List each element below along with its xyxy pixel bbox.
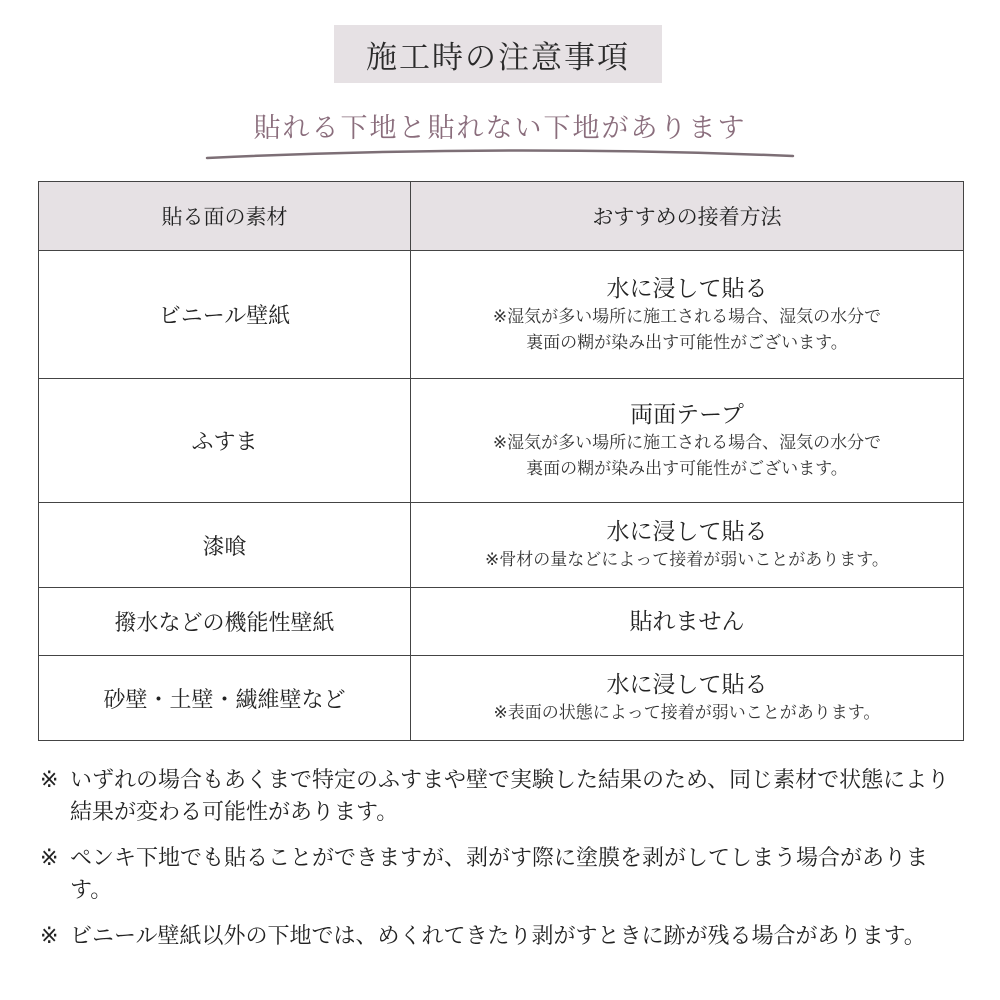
method-cell <box>411 588 964 656</box>
footnotes <box>40 765 970 967</box>
footnote-item <box>40 843 970 907</box>
page-title <box>334 25 662 83</box>
footnote-text: ビニール壁紙以外の下地では、めくれてきたり剥がすときに跡が残る場合があります。 <box>70 924 926 949</box>
method-label: 水に浸して貼る <box>606 672 768 698</box>
page-title-text: 施工時の注意事項 <box>366 39 630 76</box>
footnote-text: ペンキ下地でも貼ることができますが、剥がす際に塗膜を剥がしてしまう場合があります。 <box>70 846 929 903</box>
material-cell: ビニール壁紙 <box>39 251 411 379</box>
method-note <box>411 547 963 573</box>
table-header-row <box>39 182 964 251</box>
method-note <box>411 304 963 356</box>
material-table <box>38 181 964 741</box>
method-note-line: 裏面の糊が染み出す可能性がございます。 <box>526 332 848 353</box>
footnote-item <box>40 921 970 953</box>
material-cell: 砂壁・土壁・繊維壁など <box>39 656 411 741</box>
footnote-text: いずれの場合もあくまで特定のふすまや壁で実験した結果のため、同じ素材で状態により結果が変わる可能性があります。 <box>70 768 950 825</box>
material-cell: 漆喰 <box>39 503 411 588</box>
method-label: 水に浸して貼る <box>606 275 768 302</box>
method-cell <box>411 251 964 379</box>
table-row <box>39 588 964 656</box>
header-method: おすすめの接着方法 <box>411 182 964 251</box>
method-label: 水に浸して貼る <box>606 519 768 545</box>
method-note-line: ※表面の状態によって接着が弱いことがあります。 <box>493 703 881 723</box>
footnote-mark: ※ <box>40 768 59 793</box>
method-note-line: ※骨材の量などによって接着が弱いことがあります。 <box>485 550 889 570</box>
method-label: 両面テープ <box>630 401 744 428</box>
table-row <box>39 379 964 503</box>
method-label: 貼れません <box>629 608 745 635</box>
method-note <box>411 430 963 482</box>
table-row <box>39 503 964 588</box>
table-row <box>39 251 964 379</box>
table-row <box>39 656 964 741</box>
subtitle-underline <box>205 142 795 164</box>
header-material: 貼る面の素材 <box>39 182 411 251</box>
method-note-line: 裏面の糊が染み出す可能性がございます。 <box>526 458 848 479</box>
method-cell <box>411 503 964 588</box>
material-cell: 撥水などの機能性壁紙 <box>39 588 411 656</box>
footnote-item <box>40 765 970 829</box>
footnote-mark: ※ <box>40 846 59 871</box>
method-cell <box>411 656 964 741</box>
method-cell <box>411 379 964 503</box>
method-note-line: ※湿気が多い場所に施工される場合、湿気の水分で <box>492 306 882 327</box>
material-cell: ふすま <box>39 379 411 503</box>
method-note <box>411 700 963 726</box>
method-note-line: ※湿気が多い場所に施工される場合、湿気の水分で <box>492 432 882 453</box>
page-subtitle: 貼れる下地と貼れない下地があります <box>253 113 747 144</box>
footnote-mark: ※ <box>40 924 59 949</box>
